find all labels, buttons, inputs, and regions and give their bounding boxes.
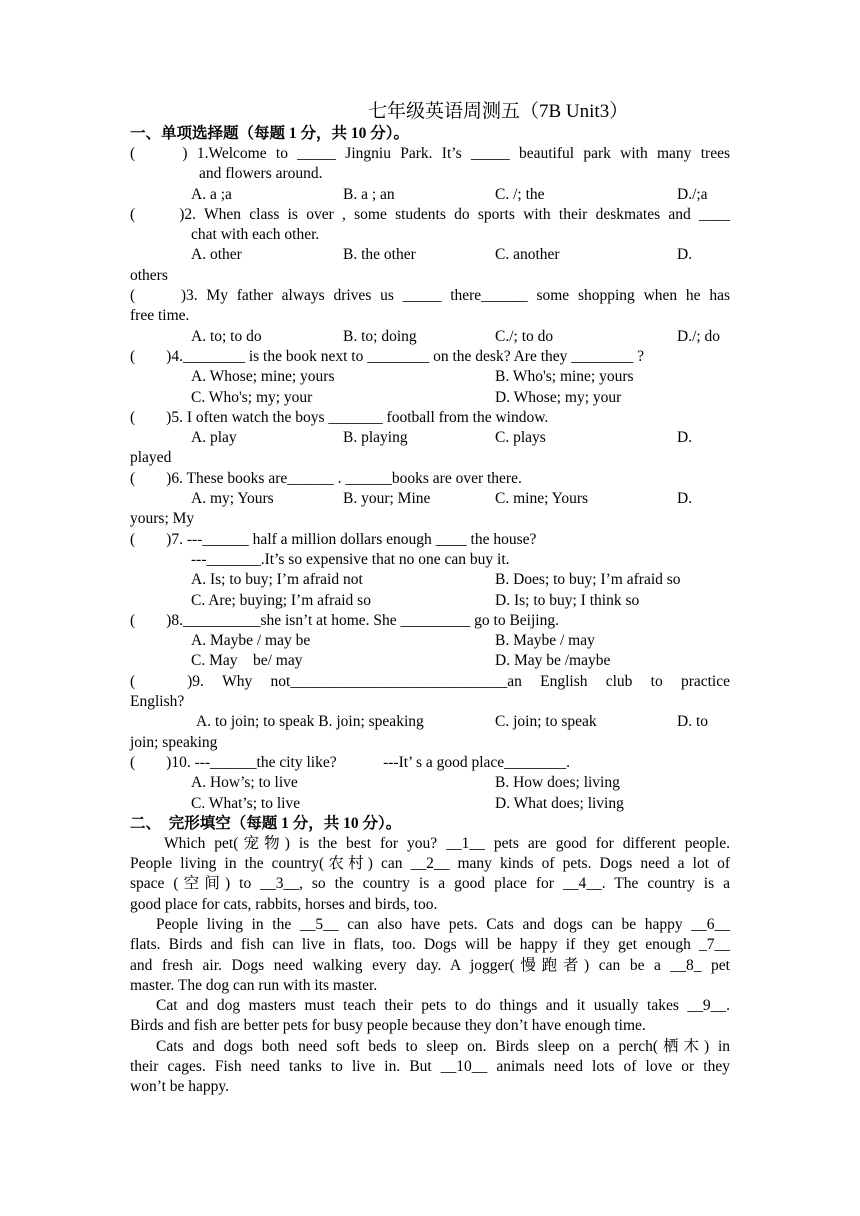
question-8-options-ab	[130, 631, 730, 651]
text-line: space (空间) to __3__, so the country is a good place for __4__. The country is a	[130, 875, 730, 893]
cloze-paragraph-3	[130, 996, 730, 1037]
text-line: Birds and fish are better pets for busy people because they don’t have enough time.	[130, 1017, 646, 1035]
question-8-options-cd	[130, 651, 730, 671]
question-4-options-cd	[130, 388, 730, 408]
question-9-stem-cont: English?	[130, 693, 185, 711]
question-8-stem: ( )8.__________she isn’t at home. She _________ go to Beijing.	[130, 611, 559, 629]
question-10-options-cd	[130, 794, 730, 814]
question-4-options-ab	[130, 367, 730, 387]
option-d: D. What does; living	[495, 794, 624, 812]
option-c: C. plays	[495, 429, 546, 447]
option-a: A. a ;a	[191, 185, 232, 203]
option-d: D./;a	[677, 185, 708, 203]
worksheet	[130, 100, 730, 1098]
option-c: C./; to do	[495, 327, 554, 345]
question-6-options	[130, 489, 730, 509]
option-c: C. /; the	[495, 185, 545, 203]
option-b: B. Maybe / may	[495, 632, 595, 650]
text-line: People living in the __5__ can also have pets. Cats and dogs can be happy __6__	[156, 915, 730, 933]
option-d: D.	[677, 246, 693, 264]
question-1-stem-cont: and flowers around.	[199, 165, 323, 183]
question-2-stem-cont: chat with each other.	[191, 226, 320, 244]
text-line: won’t be happy.	[130, 1078, 230, 1096]
question-1-stem: ( ) 1.Welcome to _____ Jingniu Park. It’s _____ beautiful park with many trees	[130, 145, 730, 162]
question-7-stem: ( )7. ---______ half a million dollars enough ____ the house?	[130, 530, 537, 548]
option-c: C. Who's; my; your	[191, 388, 313, 406]
question-7-stem-cont: ---_______.It’s so expensive that no one can buy it.	[191, 550, 510, 568]
option-b: B. to; doing	[343, 327, 417, 345]
option-d: D. to	[677, 713, 708, 731]
cloze-paragraph-2	[130, 915, 730, 996]
option-c: C. May be/ may	[191, 652, 303, 670]
question-3-stem-cont: free time.	[130, 307, 190, 325]
option-b: B. your; Mine	[343, 490, 431, 508]
section-heading-cloze: 二、 完形填空（每题 1 分，共 10 分）。	[130, 814, 402, 832]
option-c: C. join; to speak	[495, 713, 597, 731]
question-1-options	[130, 185, 730, 205]
cloze-paragraph-4	[130, 1037, 730, 1098]
option-a: A. play	[191, 429, 237, 447]
question-9-stem: ( )9. Why not____________________________an English club to practice	[130, 672, 730, 690]
option-a: A. my; Yours	[191, 490, 274, 508]
question-2-stem: ( )2. When class is over , some students do sports with their deskmates and ____	[130, 205, 730, 223]
option-d-cont: join; speaking	[130, 733, 218, 751]
option-d: D.	[677, 490, 693, 508]
question-2-options	[130, 245, 730, 265]
question-3-options	[130, 327, 730, 347]
question-6-stem: ( )6. These books are______ . ______books are over there.	[130, 469, 522, 487]
option-d-cont: yours; My	[130, 510, 195, 528]
cloze-paragraph-1	[130, 834, 730, 915]
option-c: C. Are; buying; I’m afraid so	[191, 591, 371, 609]
page-title: 七年级英语周测五（7B Unit3）	[368, 101, 629, 122]
text-line: flats. Birds and fish can live in flats, too. Dogs will be happy if they get enough _7__	[130, 936, 730, 954]
question-3-stem: ( )3. My father always drives us _____ there______ some shopping when he has	[130, 287, 730, 305]
option-b: B. the other	[343, 246, 416, 264]
option-c: C. What’s; to live	[191, 794, 301, 812]
question-5-stem: ( )5. I often watch the boys _______ football from the window.	[130, 408, 549, 426]
text-line: Cats and dogs both need soft beds to sleep on. Birds sleep on a perch(栖木) in	[156, 1037, 730, 1055]
option-b: B. a ; an	[343, 185, 395, 203]
option-c: C. mine; Yours	[495, 490, 589, 508]
text-line: good place for cats, rabbits, horses and birds, too.	[130, 895, 438, 913]
option-a: A. Whose; mine; yours	[191, 368, 335, 386]
option-b: B. Who's; mine; yours	[495, 368, 634, 386]
text-line: master. The dog can run with its master.	[130, 976, 378, 994]
option-d: D.	[677, 429, 693, 447]
section-heading-multiple-choice: 一、单项选择题（每题 1 分，共 10 分）。	[130, 125, 410, 142]
question-10-stem: ( )10. ---______the city like? ---It’ s a good place________.	[130, 753, 571, 771]
text-line: and fresh air. Dogs need walking every day. A jogger(慢跑者) can be a __8_ pet	[130, 956, 730, 974]
option-d: D. May be /maybe	[495, 652, 611, 670]
question-10-options-ab	[130, 773, 730, 793]
option-d: D. Is; to buy; I think so	[495, 591, 640, 609]
option-a: A. Is; to buy; I’m afraid not	[191, 571, 363, 589]
option-d: D./; do	[677, 327, 721, 345]
text-line: their cages. Fish need tanks to live in. But __10__ animals need lots of love or they	[130, 1058, 730, 1076]
text-line: Cat and dog masters must teach their pets to do things and it usually takes __9__.	[156, 997, 730, 1015]
option-b: B. How does; living	[495, 774, 620, 792]
option-ab: A. to join; to speak B. join; speaking	[196, 713, 424, 731]
question-5-options	[130, 428, 730, 448]
option-b: B. Does; to buy; I’m afraid so	[495, 571, 681, 589]
option-d-cont: others	[130, 266, 168, 284]
text-line: People living in the country(农村) can __2__ many kinds of pets. Dogs need a lot of	[130, 855, 730, 873]
question-7-options-cd	[130, 591, 730, 611]
option-d-cont: played	[130, 449, 172, 467]
option-a: A. other	[191, 246, 242, 264]
text-line: Which pet(宠物) is the best for you? __1__ pets are good for different people.	[164, 834, 730, 852]
question-4-stem: ( )4.________ is the book next to ________ on the desk? Are they ________ ?	[130, 347, 645, 365]
option-d: D. Whose; my; your	[495, 388, 622, 406]
option-a: A. Maybe / may be	[191, 632, 311, 650]
option-b: B. playing	[343, 429, 408, 447]
question-7-options-ab	[130, 570, 730, 590]
option-a: A. How’s; to live	[191, 774, 298, 792]
question-9-options	[130, 712, 730, 732]
option-a: A. to; to do	[191, 327, 262, 345]
option-c: C. another	[495, 246, 560, 264]
